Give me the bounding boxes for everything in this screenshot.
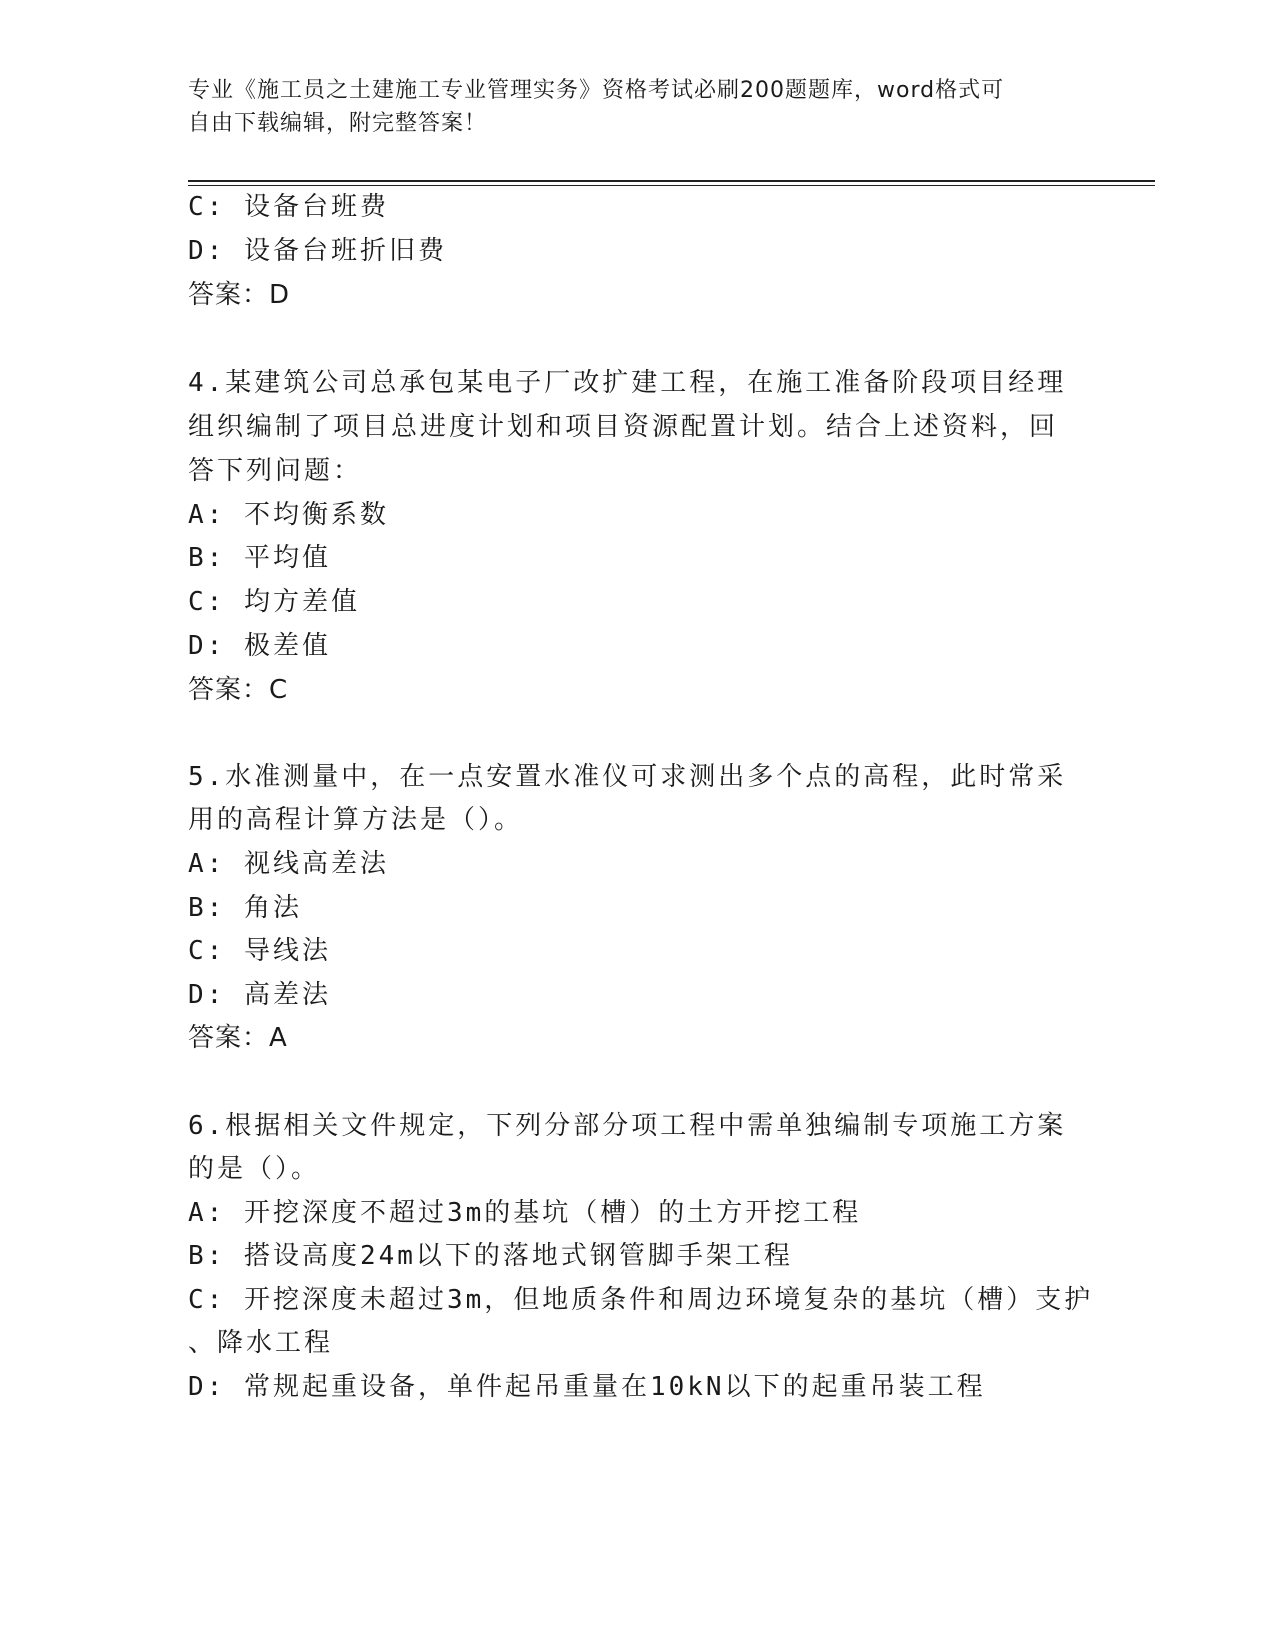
- q3-option-d: D: 设备台班折旧费: [188, 236, 447, 266]
- q5-option-d: D: 高差法: [188, 980, 331, 1010]
- q6-option-c-line-1: C: 开挖深度未超过3m，但地质条件和周边环境复杂的基坑（槽）支护: [188, 1285, 1094, 1315]
- document-header: [188, 74, 1078, 140]
- q3-option-c: C: 设备台班费: [188, 192, 389, 222]
- q4-stem-line-2: 组织编制了项目总进度计划和项目资源配置计划。结合上述资料，回: [188, 412, 1059, 442]
- q3-answer: 答案：D: [188, 280, 291, 310]
- q5-option-c: C: 导线法: [188, 936, 331, 966]
- q6-option-c-line-2: 、降水工程: [188, 1328, 334, 1358]
- q5-option-a: A: 视线高差法: [188, 849, 389, 879]
- q4-stem-line-1: 4.某建筑公司总承包某电子厂改扩建工程，在施工准备阶段项目经理: [188, 368, 1067, 398]
- q4-option-a: A: 不均衡系数: [188, 500, 389, 530]
- header-line-1: 专业《施工员之土建施工专业管理实务》资格考试必刷200题题库，word格式可: [188, 78, 1005, 103]
- header-divider-thin: [188, 185, 1155, 186]
- q4-option-c: C: 均方差值: [188, 587, 360, 617]
- q5-stem-line-1: 5.水准测量中，在一点安置水准仪可求测出多个点的高程，此时常采: [188, 762, 1067, 792]
- q4-option-b: B: 平均值: [188, 543, 331, 573]
- q4-answer: 答案：C: [188, 675, 289, 705]
- header-line-2: 自由下载编辑，附完整答案！: [188, 111, 488, 136]
- q6-option-a: A: 开挖深度不超过3m的基坑（槽）的土方开挖工程: [188, 1198, 862, 1228]
- q4-stem-line-3: 答下列问题：: [188, 456, 363, 486]
- q5-option-b: B: 角法: [188, 893, 302, 923]
- q5-stem-line-2: 用的高程计算方法是（）。: [188, 805, 524, 835]
- q6-option-d: D: 常规起重设备，单件起吊重量在10kN以下的起重吊装工程: [188, 1372, 986, 1402]
- q6-stem-line-1: 6.根据相关文件规定，下列分部分项工程中需单独编制专项施工方案: [188, 1111, 1067, 1141]
- q6-stem-line-2: 的是（）。: [188, 1154, 321, 1184]
- header-divider-thick: [188, 180, 1155, 182]
- q5-answer: 答案：A: [188, 1023, 288, 1053]
- q4-option-d: D: 极差值: [188, 631, 331, 661]
- q6-option-b: B: 搭设高度24m以下的落地式钢管脚手架工程: [188, 1241, 793, 1271]
